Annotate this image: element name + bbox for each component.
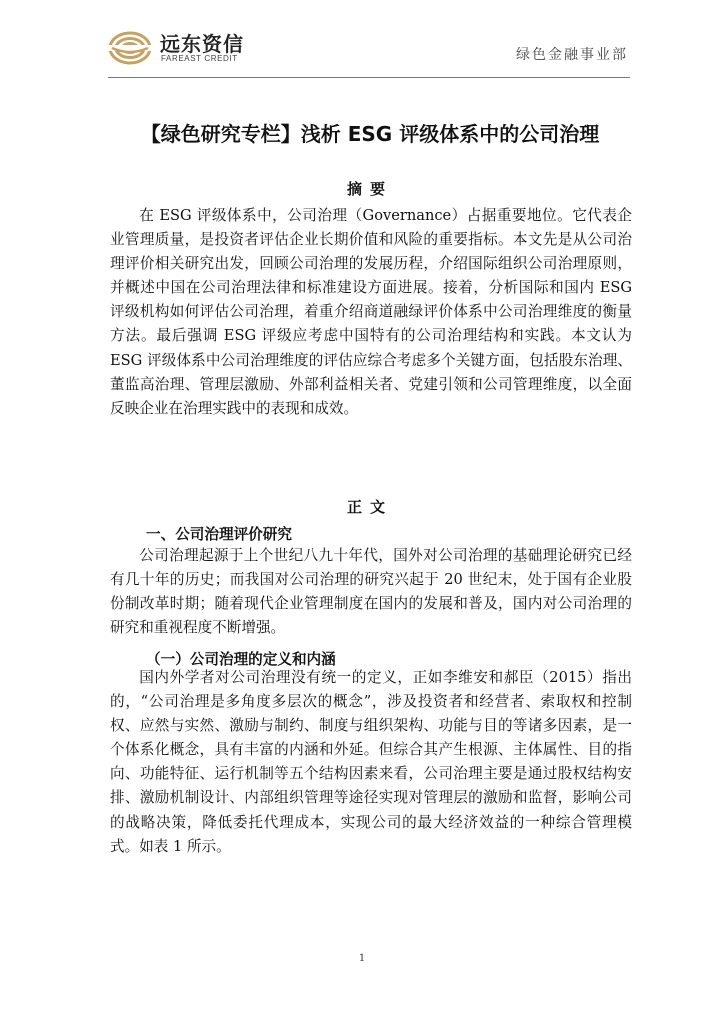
subsection-1-title: （一）公司治理的定义和内涵 bbox=[146, 651, 336, 668]
fareast-logo-icon bbox=[108, 26, 152, 70]
department-label: 绿色金融事业部 bbox=[516, 47, 628, 63]
subsection-1-text: 国内外学者对公司治理没有统一的定义，正如李维安和郝臣（2015）指出的，“公司治理是多角度多层次的概念”，涉及投资者和经营者、索取权和控制权、应然与实然、激励与制约、制度与组织架构、功能与目的等诸多因素，是一个体系化概念，具有丰富的内涵和外延。但综合其产生根源、主体属性、目的指向、功能特征、运行机制等五个结构因素来看，公司治理主要是通过股权结构安排、激励机制设计、内部组织管理等途径实现对管理层的激励和监督，影响公司的战略决策，降低委托代理成本，实现公司的最大经济效益的一种综合管理模式。如表 1 所示。 bbox=[110, 669, 632, 855]
page-header bbox=[108, 22, 630, 78]
abstract-heading: 摘要 bbox=[346, 180, 393, 198]
brand-name-cn: 远东资信 bbox=[160, 32, 244, 56]
brand-name-en: FAREAST CREDIT bbox=[161, 54, 238, 63]
abstract-text: 在 ESG 评级体系中，公司治理（Governance）占据重要地位。它代表企业管理质量，是投资者评估企业长期价值和风险的重要指标。本文先是从公司治理评价相关研究出发，回顾公司治理的发展历程，介绍国际组织公司治理原则，并概述中国在公司治理法律和标准建设方面进展。接着，分析国际和国内 ESG 评级机构如何评估公司治理，着重介绍商道融绿评价体系中公司治理维度的衡量方法。最后强调 ESG 评级应考虑中国特有的公司治理结构和实践。本文认为 ESG 评级体系中公司治理维度的评估应综合考虑多个关键方面，包括股东治理、董监高治理、管理层激励、外部利益相关者、党建引领和公司管理维度，以全面反映企业在治理实践中的表现和成效。 bbox=[110, 207, 632, 417]
header-divider bbox=[108, 77, 630, 78]
page-number: 1 bbox=[358, 953, 366, 964]
body-heading: 正文 bbox=[346, 498, 393, 516]
document-title: 【绿色研究专栏】浅析 ESG 评级体系中的公司治理 bbox=[140, 122, 600, 146]
section-1-text: 公司治理起源于上个世纪八九十年代，国外对公司治理的基础理论研究已经有几十年的历史；而我国对公司治理的研究兴起于 20 世纪末，处于国有企业股份制改革时期；随着现代企业管理制度在国内的发展和普及，国内对公司治理的研究和重视程度不断增强。 bbox=[110, 547, 632, 637]
section-1-title: 一、公司治理评价研究 bbox=[146, 526, 292, 543]
